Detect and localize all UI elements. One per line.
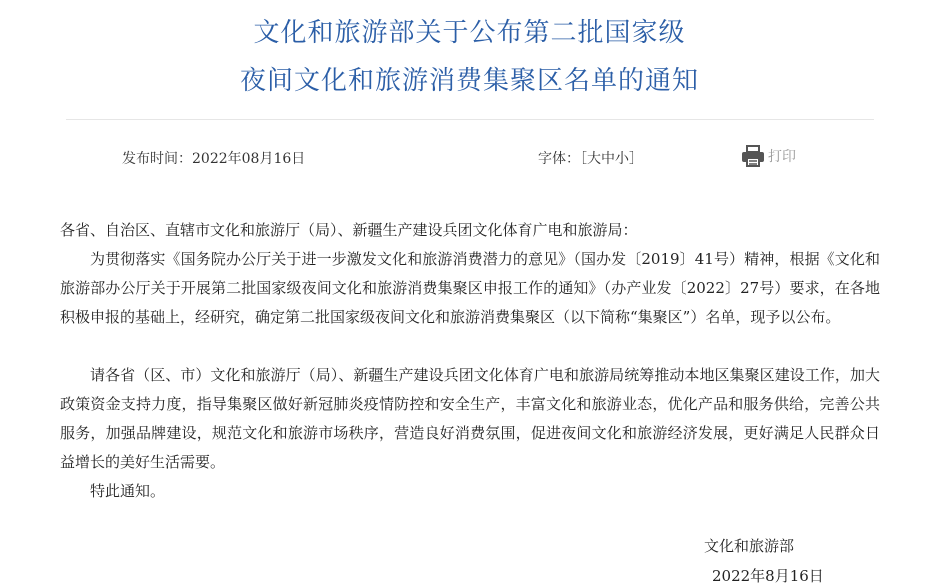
- body-paragraph-1: 为贯彻落实《国务院办公厅关于进一步激发文化和旅游消费潜力的意见》（国办发〔2019〕41号）精神，根据《文化和旅游部办公厅关于开展第二批国家级夜间文化和旅游消费集聚区申报工作的通知》（办产业发〔2022〕27号）要求，在各地积极申报的基础上，经研究，确定第二批国家级夜间文化和旅游消费集聚区（以下简称“集聚区”）名单，现予以公布。: [60, 250, 880, 326]
- font-size-control: [538, 148, 643, 168]
- publish-date: 2022年08月16日: [192, 151, 306, 167]
- signature-org: 文化和旅游部: [704, 537, 795, 555]
- print-label: 打印: [768, 149, 796, 165]
- page-title-line-1: 文化和旅游部关于公布第二批国家级: [253, 18, 686, 48]
- salutation: 各省、自治区、直辖市文化和旅游厅（局）、新疆生产建设兵团文化体育广电和旅游局：: [60, 221, 638, 239]
- signature-date: 2022年8月16日: [712, 567, 824, 585]
- body-paragraph-2: 请各省（区、市）文化和旅游厅（局）、新疆生产建设兵团文化体育广电和旅游局统筹推动本地区集聚区建设工作，加大政策资金支持力度，指导集聚区做好新冠肺炎疫情防控和安全生产，丰富文化和旅游业态，优化产品和服务供给，完善公共服务，加强品牌建设，规范文化和旅游市场秩序，营造良好消费氛围，促进夜间文化和旅游经济发展，更好满足人民群众日益增长的美好生活需要。: [60, 366, 880, 471]
- title-divider: [66, 119, 874, 120]
- print-button[interactable]: [740, 144, 796, 168]
- publish-label: 发布时间：: [122, 151, 192, 167]
- page-title-line-2: 夜间文化和旅游消费集聚区名单的通知: [239, 66, 699, 96]
- body-paragraph-3: 特此通知。: [90, 482, 166, 500]
- printer-icon: [740, 144, 766, 168]
- publish-info: [122, 148, 305, 168]
- font-label: 字体：: [538, 151, 580, 167]
- font-size-options[interactable]: ［大中小］: [580, 151, 643, 167]
